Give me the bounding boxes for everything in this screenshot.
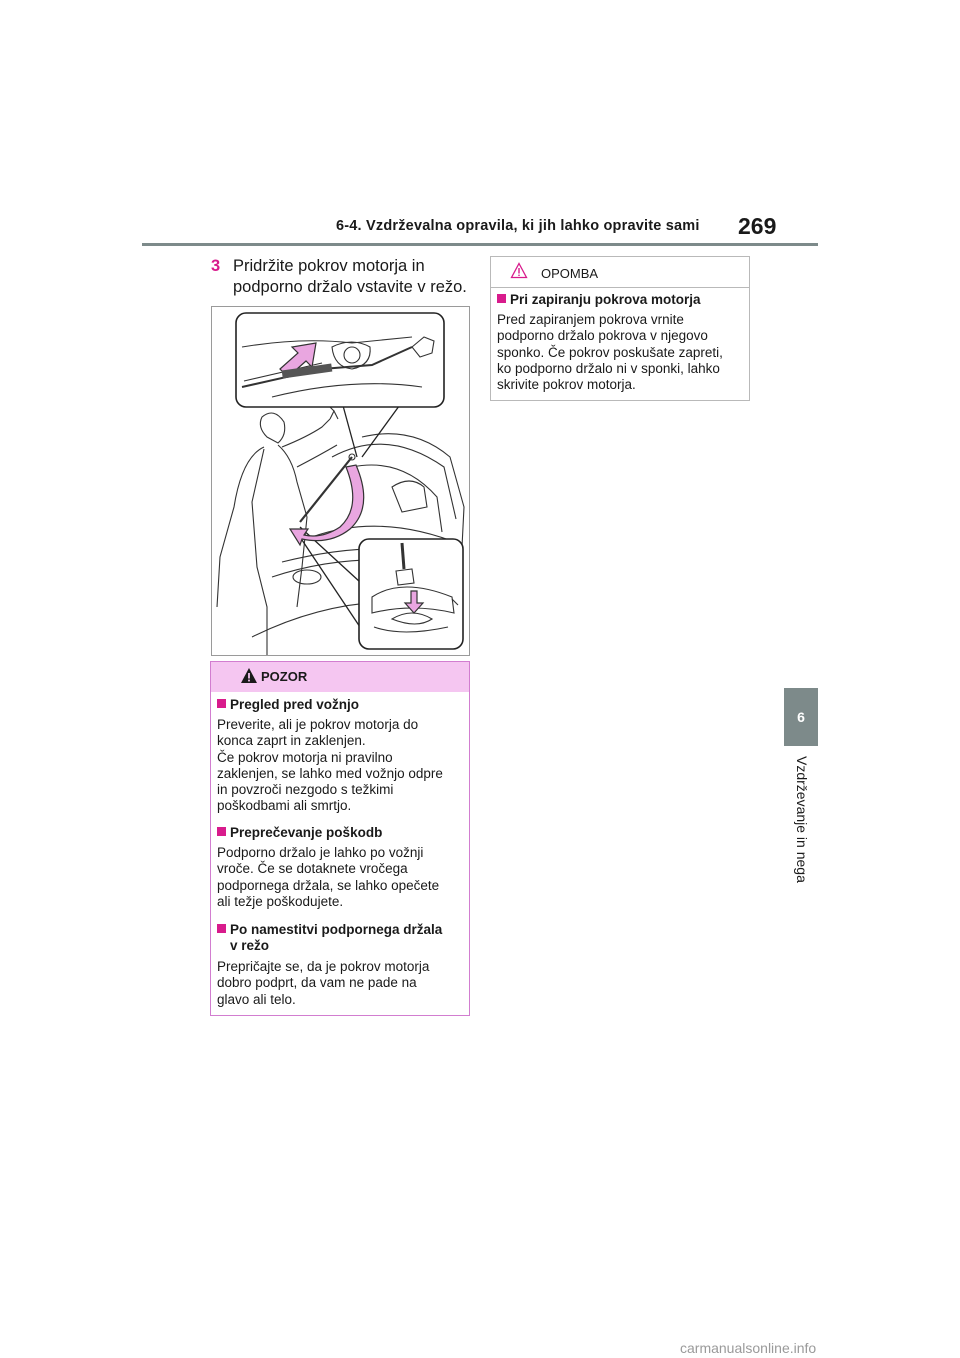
page-number: 269: [738, 213, 777, 239]
chapter-title-vertical: [784, 752, 818, 902]
note-box: [490, 256, 750, 401]
header-divider: [142, 243, 818, 246]
step-text: Pridržite pokrov motorja in podporno držalo vstavite v režo.: [233, 257, 467, 296]
note-title: OPOMBA: [541, 266, 599, 281]
bullet-square-icon: [217, 827, 226, 836]
caution-section-heading: Pregled pred vožnjo: [217, 697, 359, 713]
chapter-tab: 6: [784, 688, 818, 746]
caution-box: [210, 661, 470, 1016]
bullet-square-icon: [217, 924, 226, 933]
bullet-square-icon: [217, 699, 226, 708]
rotate-arrow-icon: [290, 465, 364, 545]
hood-support-illustration: [211, 306, 470, 656]
caution-section-body: Preverite, ali je pokrov motorja do konca zaprt in zaklenjen. Če pokrov motorja ni pravilno zaklenjen, se lahko med vožnjo odpre in povzroči nezgodo s težkimi poškodbami ali smrtjo.: [217, 717, 443, 814]
chapter-title: Vzdrževanje in nega: [794, 756, 810, 883]
bullet-square-icon: [497, 294, 506, 303]
note-header: [491, 257, 749, 288]
caution-header: [211, 662, 469, 692]
caution-section-body: Podporno držalo je lahko po vožnji vroče. Če se dotaknete vročega podpornega držala, se lahko opečete ali težje poškodujete.: [217, 845, 440, 909]
caution-section-body: Prepričajte se, da je pokrov motorja dobro podprt, da vam ne pade na glavo ali telo.: [217, 959, 430, 1007]
caution-section-heading: Preprečevanje poškodb: [217, 825, 382, 841]
watermark: carmanualsonline.info: [680, 1340, 817, 1356]
hood-support-drawing: [212, 307, 469, 655]
notice-icon: [510, 262, 528, 279]
caution-section-heading: Po namestitvi podpornega držala v režo: [217, 922, 470, 954]
step-number: 3: [211, 257, 221, 275]
warning-icon: [240, 667, 258, 684]
section-title: 6-4. Vzdrževalna opravila, ki jih lahko opravite sami: [336, 218, 700, 234]
note-section-heading: Pri zapiranju pokrova motorja: [497, 292, 701, 308]
note-section-body: Pred zapiranjem pokrova vrnite podporno držalo pokrova v njegovo sponko. Če pokrov poskušate zapreti, ko podporno držalo ni v sponki, lahko skrivite pokrov motorja.: [497, 312, 723, 393]
caution-title: POZOR: [261, 669, 308, 684]
